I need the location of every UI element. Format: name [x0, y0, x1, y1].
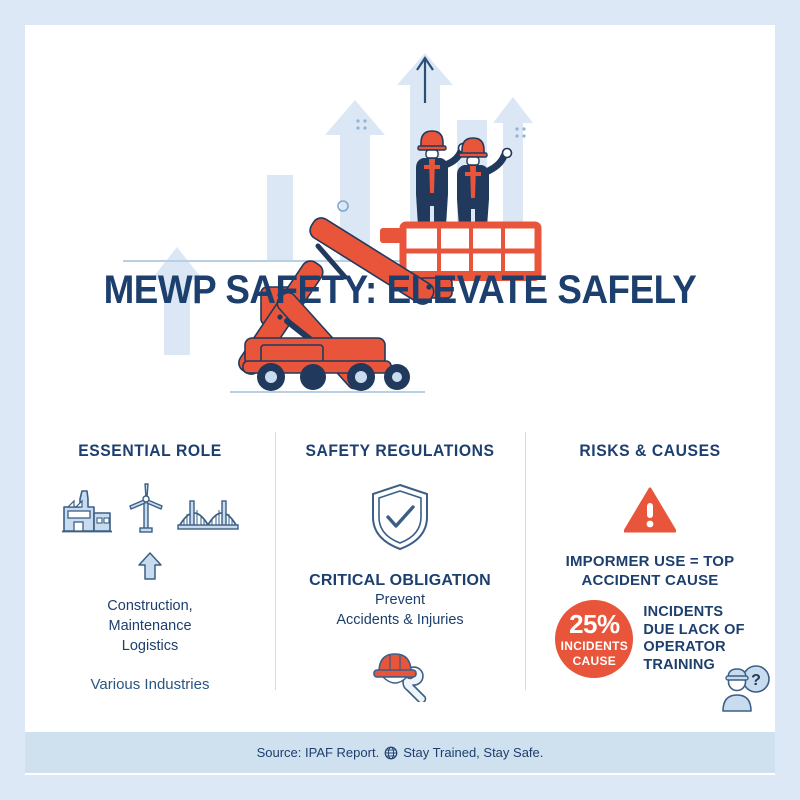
column-title-safety-regulations: SAFETY REGULATIONS [305, 442, 495, 460]
column-title-essential-role: ESSENTIAL ROLE [78, 442, 222, 460]
industry-line-1: Construction, [107, 598, 193, 614]
obligation-line-1: Prevent [375, 592, 425, 608]
obligation-headline: CRITICAL OBLIGATION [309, 572, 491, 589]
column-title-risks-causes: RISKS & CAUSES [579, 442, 721, 460]
columns-section [25, 420, 775, 710]
warning-triangle-icon [624, 487, 676, 533]
training-line-4: TRAINING [643, 656, 716, 673]
hero-illustration [25, 25, 775, 400]
worker-question-icon [715, 665, 771, 713]
wind-turbine-icon [124, 483, 168, 535]
industry-icon-row [31, 483, 269, 535]
up-arrow-icon [137, 551, 163, 581]
industry-line-2: Maintenance [108, 618, 192, 634]
footer-bar [25, 732, 775, 773]
badge-label-1: INCIDENTS [560, 639, 629, 653]
footer-slogan: Stay Trained, Stay Safe. [403, 745, 544, 760]
footer-source-text: Source: IPAF Report. [256, 745, 380, 760]
bridge-icon [176, 495, 240, 535]
badge-label-2: CAUSE [572, 654, 617, 668]
shield-check-icon [367, 481, 433, 553]
worker-question-wrap [715, 665, 771, 718]
column-essential-role [25, 420, 275, 710]
page-title: MEWP SAFETY: ELEVATE SAFELY [103, 268, 697, 312]
cause-line-1: IMPORMER USE = TOP [565, 553, 735, 570]
training-line-2: DUE LACK OF [643, 621, 745, 638]
up-arrow-wrap [31, 551, 269, 586]
various-industries-text: Various Industries [90, 676, 210, 693]
infographic-poster [25, 25, 775, 775]
warning-wrap [531, 487, 769, 538]
industry-line-3: Logistics [121, 638, 179, 654]
status-badge [555, 600, 633, 678]
obligation-line-2: Accidents & Injuries [336, 612, 464, 628]
badge-percent: 25% [569, 609, 620, 639]
column-safety-regulations [275, 420, 525, 710]
training-line-3: OPERATOR [643, 639, 726, 655]
cause-line-2: ACCIDENT CAUSE [581, 572, 719, 589]
hero-section [25, 25, 775, 400]
shield-wrap [281, 481, 519, 558]
obligation-block [281, 572, 519, 630]
svg-text:?: ? [751, 672, 761, 689]
column-risks-causes [525, 420, 775, 710]
globe-icon [384, 746, 398, 760]
mewp-chassis [230, 338, 425, 392]
hard-hat-wrench-icon [369, 644, 431, 702]
training-line-1: INCIDENTS [643, 604, 724, 620]
industry-lines [31, 596, 269, 656]
helmet-wrap [281, 644, 519, 707]
cause-text [531, 552, 769, 590]
factory-icon [60, 485, 116, 535]
training-text [643, 604, 744, 674]
